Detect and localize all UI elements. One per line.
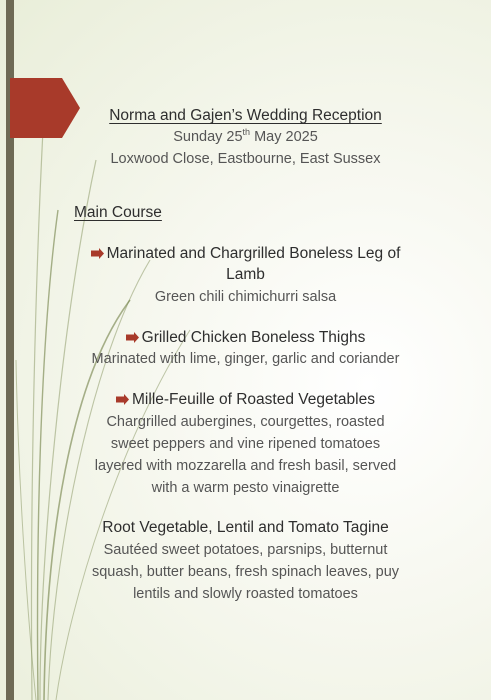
dish-1-description: Green chili chimichurri salsa bbox=[154, 289, 337, 305]
right-arrow-icon bbox=[126, 332, 139, 343]
dish-3-name-text: Mille-Feuille of Roasted Vegetables bbox=[132, 391, 375, 408]
dish-2-name-text: Grilled Chicken Boneless Thighs bbox=[141, 329, 366, 346]
dish-4-description-line1: Sautéed sweet potatoes, parsnips, butternut bbox=[103, 542, 388, 558]
dish-1-name-line2: Lamb bbox=[226, 266, 265, 283]
right-arrow-icon bbox=[116, 394, 129, 405]
dish-3-description-line2: sweet peppers and vine ripened tomatoes bbox=[110, 436, 381, 452]
reception-location: Loxwood Close, Eastbourne, East Sussex bbox=[110, 151, 381, 167]
reception-title: Norma and Gajen’s Wedding Reception bbox=[109, 107, 382, 124]
date-ordinal: th bbox=[242, 127, 251, 138]
dish-4-description-line3: lentils and slowly roasted tomatoes bbox=[133, 586, 358, 602]
dish-3-description-line4: with a warm pesto vinaigrette bbox=[151, 480, 340, 496]
date-month-year: May 2025 bbox=[250, 129, 318, 145]
section-title: Main Course bbox=[74, 204, 162, 221]
dish-3-description-line3: layered with mozzarella and fresh basil, served bbox=[94, 458, 397, 474]
dish-2-name bbox=[0, 328, 491, 348]
date-day: Sunday 25 bbox=[173, 129, 243, 145]
dish-2-description: Marinated with lime, ginger, garlic and coriander bbox=[91, 351, 400, 367]
dish-4-name: Root Vegetable, Lentil and Tomato Tagine bbox=[102, 519, 389, 536]
dish-3-name bbox=[0, 390, 491, 410]
reception-date bbox=[0, 127, 491, 147]
right-arrow-icon bbox=[91, 248, 104, 259]
dish-1-name-line1: Marinated and Chargrilled Boneless Leg of bbox=[106, 245, 401, 262]
dish-3-description-line1: Chargrilled aubergines, courgettes, roasted bbox=[106, 414, 385, 430]
dish-4-description-line2: squash, butter beans, fresh spinach leaves, puy bbox=[91, 564, 400, 580]
dish-1-name bbox=[0, 244, 491, 264]
